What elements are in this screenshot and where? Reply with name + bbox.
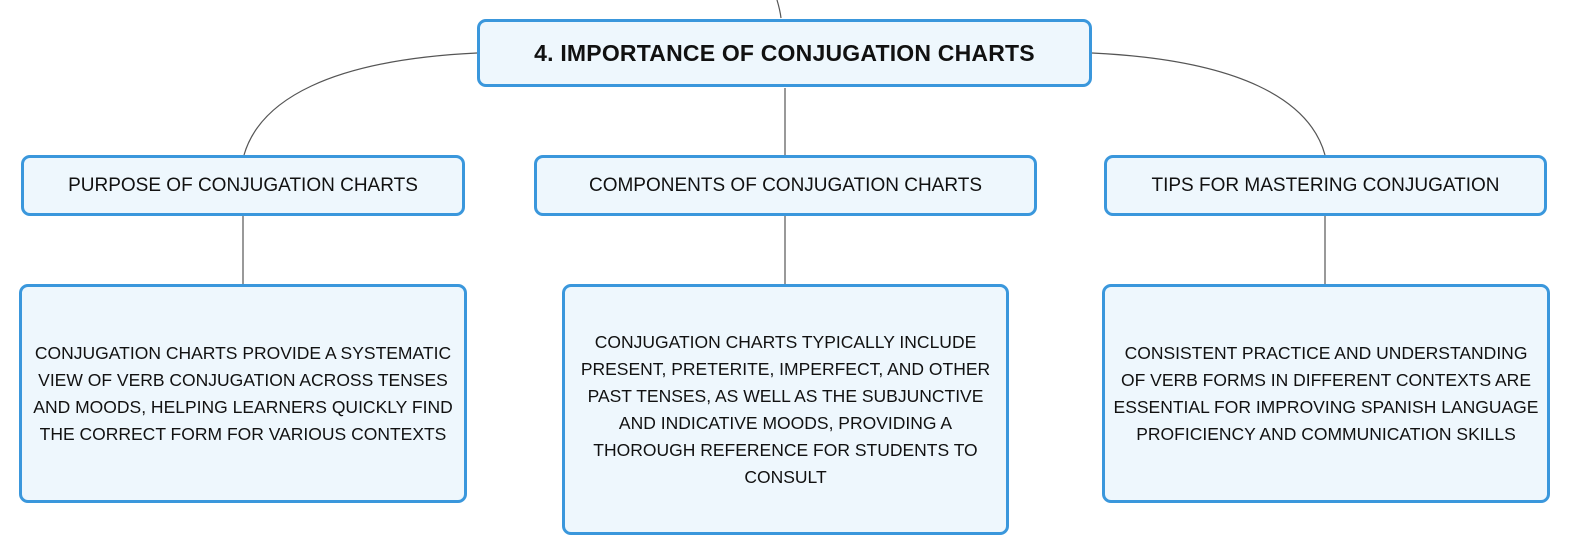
detail-node-purpose[interactable] <box>19 284 467 503</box>
connector-incoming-to-root <box>777 0 781 18</box>
detail-node-tips[interactable] <box>1102 284 1550 503</box>
detail-node-text: CONSISTENT PRACTICE AND UNDERSTANDING OF VERB FORMS IN DIFFERENT CONTEXTS ARE ESSENTIAL FOR IMPROVING SPANISH LANGUAGE PROFICIENCY AND COMMUNICATION SKILLS <box>1113 342 1539 444</box>
detail-node-text: CONJUGATION CHARTS TYPICALLY INCLUDE PRESENT, PRETERITE, IMPERFECT, AND OTHER PAST TENSES, AS WELL AS THE SUBJUNCTIVE AND INDICATIVE MOODS, PROVIDING A THOROUGH REFERENCE FOR STUDENTS TO CONSULT <box>580 331 991 487</box>
detail-node-components[interactable] <box>562 284 1009 535</box>
topic-node-components[interactable] <box>534 155 1037 216</box>
topic-node-purpose[interactable] <box>21 155 465 216</box>
topic-node-label: TIPS FOR MASTERING CONJUGATION <box>1151 174 1500 196</box>
topic-node-label: COMPONENTS OF CONJUGATION CHARTS <box>588 174 983 196</box>
connector-root-to-purpose <box>244 53 477 155</box>
detail-node-text: CONJUGATION CHARTS PROVIDE A SYSTEMATIC VIEW OF VERB CONJUGATION ACROSS TENSES AND MOODS, HELPING LEARNERS QUICKLY FIND THE CORRECT FORM FOR VARIOUS CONTEXTS <box>33 342 453 444</box>
topic-node-tips[interactable] <box>1104 155 1547 216</box>
connector-root-to-tips <box>1092 53 1325 155</box>
root-node-label: 4. IMPORTANCE OF CONJUGATION CHARTS <box>534 39 1035 66</box>
topic-node-label: PURPOSE OF CONJUGATION CHARTS <box>68 174 418 196</box>
root-node[interactable] <box>477 19 1092 87</box>
